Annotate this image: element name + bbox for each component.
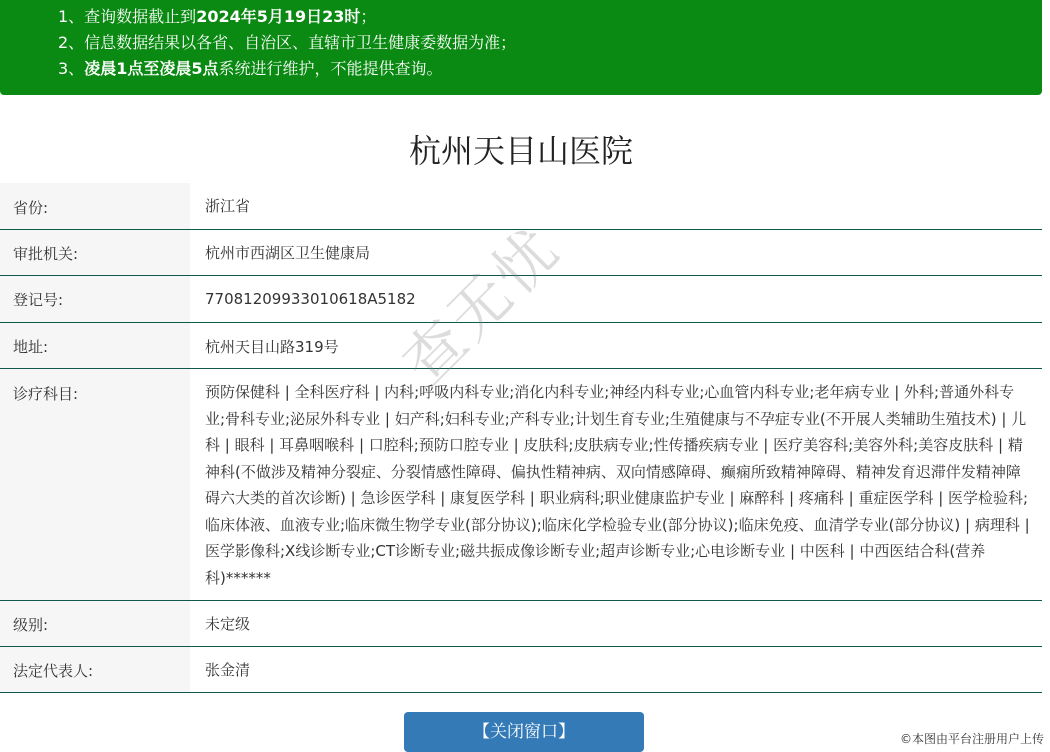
field-value: 77081209933010618A5182 xyxy=(205,290,416,308)
field-label xyxy=(0,276,190,322)
label-text: 法定代表人: xyxy=(13,662,94,680)
notice-text: ； xyxy=(360,7,377,26)
info-row-legal-representative xyxy=(0,647,1042,693)
info-row-departments xyxy=(0,369,1042,601)
notice-text: 3、 xyxy=(58,59,85,78)
info-row-address xyxy=(0,323,1042,369)
field-value: 预防保健科 | 全科医疗科 | 内科;呼吸内科专业;消化内科专业;神经内科专业;心血管内科专业;老年病专业 | 外科;普通外科专业;骨科专业;泌尿外科专业 | 妇产科;妇科专业;产科专业;计划生育专业;生殖健康与不孕症专业(不开展人类辅助生殖技术) | 儿科 | 眼科 | 耳鼻咽喉科 | 口腔科;预防口腔专业 | 皮肤科;皮肤病专业;性传播疾病专业 | 医疗美容科;美容外科;美容皮肤科 | 精神科(不做涉及精神分裂症、分裂情感性障碍、偏执性精神病、双向情感障碍、癫痫所致精神障碍、精神发育迟滞伴发精神障碍六大类的首次诊断) | 急诊医学科 | 康复医学科 | 职业病科;职业健康监护专业 | 麻醉科 | 疼痛科 | 重症医学科 | 医学检验科;临床体液、血液专业;临床微生物学专业(部分协议);临床化学检验专业(部分协议);临床免疫、血清学专业(部分协议) | 病理科 | 医学影像科;X线诊断专业;CT诊断专业;磁共振成像诊断专业;超声诊断专业;心电诊断专业 | 中医科 | 中西医结合科(营养科)****** xyxy=(205,383,1030,587)
field-value: 杭州市西湖区卫生健康局 xyxy=(205,244,371,262)
notice-text: 系统进行维护，不能提供查询。 xyxy=(218,59,443,78)
upload-credit: ©本图由平台注册用户上传 xyxy=(899,732,1044,746)
notice-maintenance-time: 凌晨1点至凌晨5点 xyxy=(84,59,219,78)
label-text: 地址: xyxy=(13,338,49,356)
field-label xyxy=(0,369,190,600)
close-window-button[interactable]: 【关闭窗口】 xyxy=(404,712,644,752)
label-text: 省份: xyxy=(13,199,49,217)
field-value: 杭州天目山路319号 xyxy=(205,338,339,356)
field-label xyxy=(0,183,190,229)
notice-date: 2024年5月19日23时 xyxy=(196,7,361,26)
watermark: 查无忧 xyxy=(389,213,575,399)
hospital-title: 杭州天目山医院 xyxy=(408,132,633,170)
field-value: 张金清 xyxy=(205,661,251,679)
label-text: 诊疗科目: xyxy=(13,385,79,403)
field-label xyxy=(0,601,190,646)
label-text: 登记号: xyxy=(13,291,64,309)
notice-line-1 xyxy=(58,6,376,28)
notice-banner xyxy=(0,0,1042,95)
label-text: 级别: xyxy=(13,616,49,634)
field-value: 浙江省 xyxy=(205,197,251,215)
field-label xyxy=(0,230,190,275)
notice-line-2: 2、信息数据结果以各省、自治区、直辖市卫生健康委数据为准； xyxy=(58,33,517,52)
label-text: 审批机关: xyxy=(13,245,79,263)
field-value: 未定级 xyxy=(205,615,251,633)
notice-text: 1、查询数据截止到 xyxy=(58,7,197,26)
notice-line-3 xyxy=(58,58,442,80)
field-label xyxy=(0,647,190,692)
info-row-level xyxy=(0,601,1042,647)
field-label xyxy=(0,323,190,368)
